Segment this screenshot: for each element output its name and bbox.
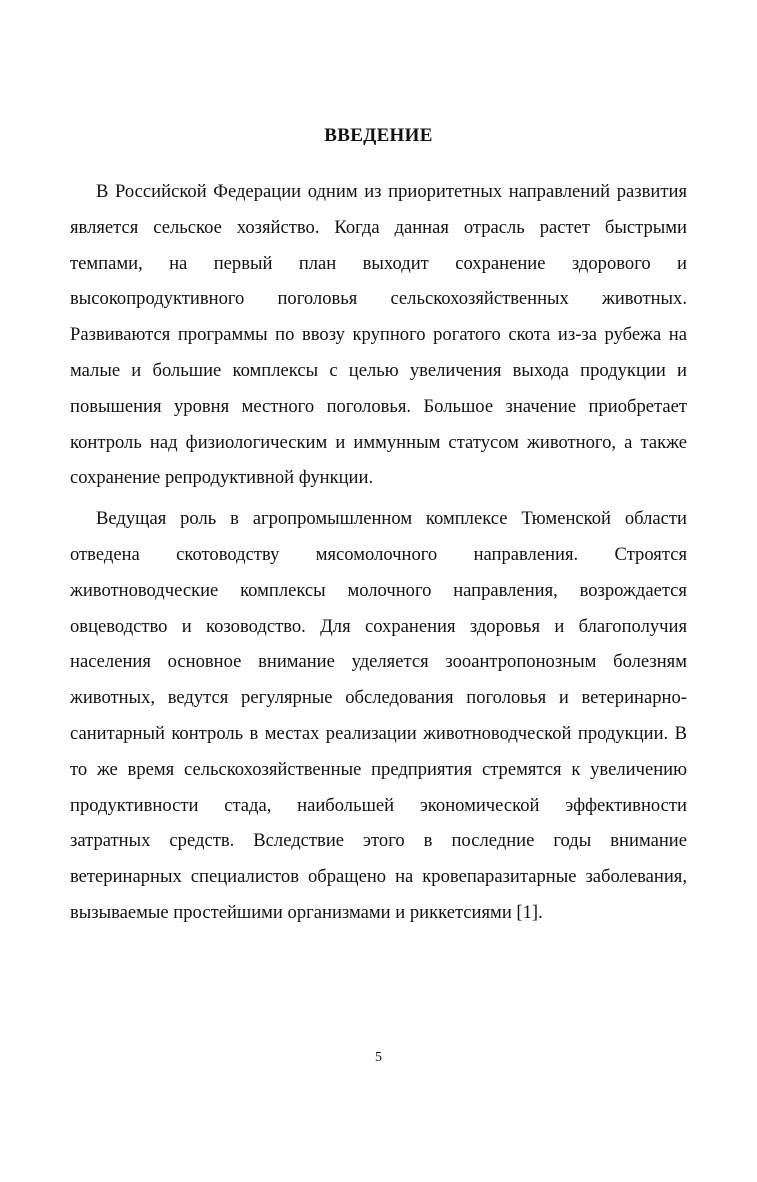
paragraph-1: В Российской Федерации одним из приоритетных направлений развития является сельское хозяйство. Когда данная отрасль растет быстрыми темпами, на первый план выходит сохранение здорового и высокопродуктивного поголовья сельскохозяйственных животных. Развиваются программы по ввозу крупного рогатого скота из-за рубежа на малые и большие комплексы с целью увеличения выхода продукции и повышения уровня местного поголовья. Большое значение приобретает контроль над физиологическим и иммунным статусом животного, а также сохранение репродуктивной функции.	[70, 181, 687, 489]
paragraph-2: Ведущая роль в агропромышленном комплексе Тюменской области отведена скотоводству мясомолочного направления. Строятся животноводческие комплексы молочного направления, возрождается овцеводство и козоводство. Для сохранения здоровья и благополучия населения основное внимание уделяется зооантропонозным болезням животных, ведутся регулярные обследования поголовья и ветеринарно-санитарный контроль в местах реализации животноводческой продукции. В то же время сельскохозяйственные предприятия стремятся к увеличению продуктивности стада, наибольшей экономической эффективности затратных средств. Вследствие этого в последние годы внимание ветеринарных специалистов обращено на кровепаразитарные заболевания, вызываемые простейшими организмами и риккетсиями [1].	[70, 508, 687, 923]
page-number: 5	[375, 1050, 382, 1065]
section-heading: ВВЕДЕНИЕ	[324, 125, 433, 146]
body-text	[70, 174, 687, 936]
